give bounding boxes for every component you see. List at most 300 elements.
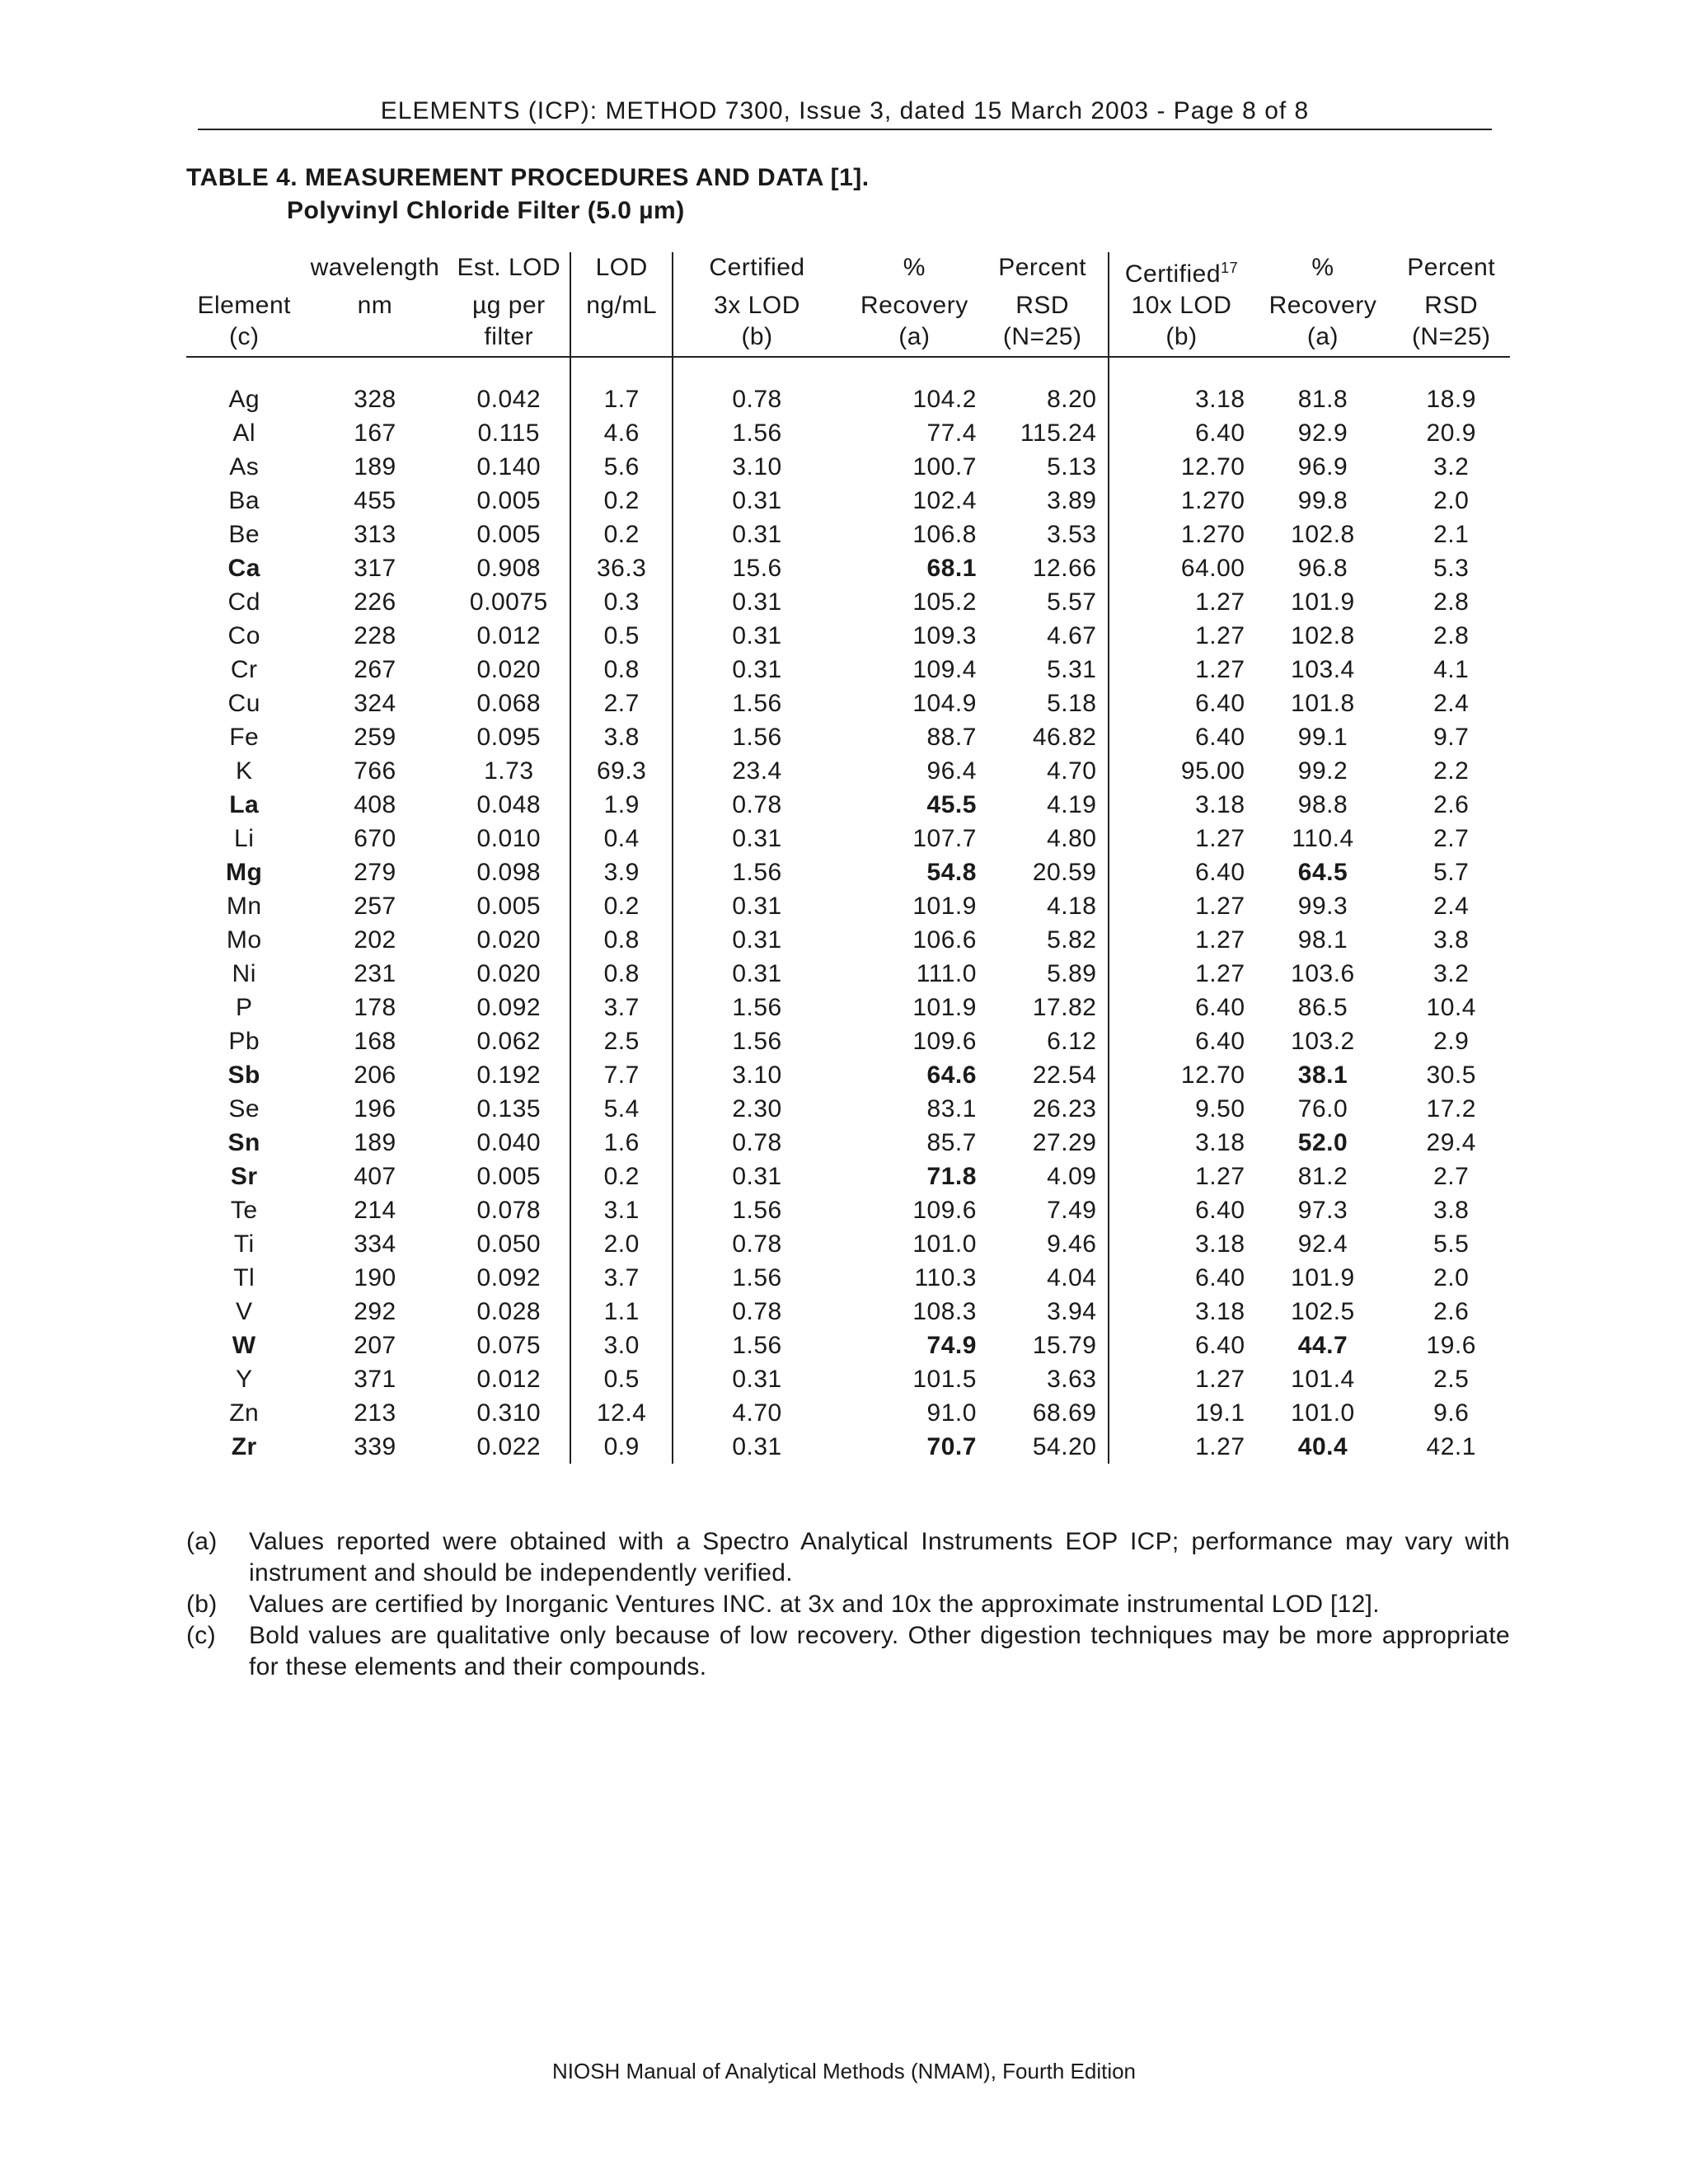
cell-est-lod: 0.115 xyxy=(477,419,540,447)
cell-certified-10x: 3.18 xyxy=(1109,1126,1253,1160)
cell-lod: 1.9 xyxy=(570,788,673,822)
cell-certified-10x: 1.27 xyxy=(1109,1362,1253,1396)
cell-lod: 4.6 xyxy=(570,416,673,450)
cell-element: Te xyxy=(230,1197,258,1224)
header-recovery-3x: Recovery xyxy=(860,292,968,319)
cell-recovery-3x: 101.9 xyxy=(912,893,977,920)
cell-rsd-3x: 20.59 xyxy=(1032,859,1097,886)
cell-rsd-3x: 12.66 xyxy=(1032,555,1097,582)
cell-element: Co xyxy=(227,622,260,649)
cell-recovery-3x: 101.0 xyxy=(912,1230,977,1258)
table-title: TABLE 4. MEASUREMENT PROCEDURES AND DATA [1]. xyxy=(186,164,870,191)
cell-recovery-10x: 101.0 xyxy=(1291,1399,1355,1427)
cell-recovery-10x: 97.3 xyxy=(1297,1197,1348,1224)
cell-lod: 3.0 xyxy=(570,1329,673,1362)
table-row xyxy=(186,991,1510,1024)
cell-wavelength: 228 xyxy=(354,622,396,649)
cell-certified-3x: 0.78 xyxy=(673,1227,841,1261)
footnote xyxy=(186,1620,1510,1683)
cell-certified-3x: 0.78 xyxy=(673,1295,841,1329)
cell-lod: 0.2 xyxy=(570,889,673,923)
header-rsd-3x: Percent xyxy=(998,254,1087,281)
footnote xyxy=(186,1589,1510,1620)
cell-wavelength: 202 xyxy=(354,926,396,954)
cell-certified-3x: 0.31 xyxy=(673,1430,841,1464)
table-row xyxy=(186,619,1510,653)
cell-recovery-10x: 92.4 xyxy=(1297,1230,1348,1258)
cell-wavelength: 178 xyxy=(354,994,396,1021)
cell-recovery-3x: 109.4 xyxy=(912,656,977,683)
cell-est-lod: 0.028 xyxy=(476,1298,542,1325)
cell-est-lod: 0.095 xyxy=(476,724,542,751)
cell-certified-3x: 1.56 xyxy=(673,1261,841,1295)
cell-element: Ni xyxy=(232,960,256,987)
cell-recovery-10x: 52.0 xyxy=(1297,1129,1348,1156)
cell-certified-3x: 0.78 xyxy=(673,382,841,416)
cell-lod: 0.5 xyxy=(570,619,673,653)
cell-est-lod: 0.050 xyxy=(476,1230,542,1258)
cell-recovery-10x: 101.4 xyxy=(1291,1366,1355,1393)
cell-element: La xyxy=(229,791,260,818)
cell-recovery-3x: 68.1 xyxy=(926,555,977,582)
cell-rsd-10x: 3.2 xyxy=(1433,453,1470,480)
cell-certified-3x: 0.31 xyxy=(673,1160,841,1193)
cell-element: Fe xyxy=(229,724,260,751)
cell-est-lod: 0.068 xyxy=(476,690,542,717)
cell-recovery-3x: 104.9 xyxy=(912,690,977,717)
cell-recovery-3x: 105.2 xyxy=(912,588,977,616)
cell-certified-10x: 1.270 xyxy=(1109,518,1253,551)
header-row xyxy=(186,290,1510,321)
header-row xyxy=(186,321,1510,357)
cell-certified-3x: 0.31 xyxy=(673,822,841,855)
cell-certified-10x: 6.40 xyxy=(1109,1024,1253,1058)
cell-recovery-10x: 96.9 xyxy=(1297,453,1348,480)
cell-certified-3x: 0.31 xyxy=(673,889,841,923)
cell-recovery-3x: 109.6 xyxy=(912,1197,977,1224)
cell-lod: 0.8 xyxy=(570,923,673,957)
cell-rsd-10x: 2.5 xyxy=(1433,1366,1470,1393)
header-est-lod: filter xyxy=(448,321,571,357)
cell-recovery-10x: 64.5 xyxy=(1297,859,1348,886)
cell-recovery-3x: 91.0 xyxy=(926,1399,977,1427)
cell-recovery-3x: 88.7 xyxy=(926,724,977,751)
cell-lod: 5.6 xyxy=(570,450,673,484)
cell-certified-10x: 1.27 xyxy=(1109,889,1253,923)
table-row xyxy=(186,1024,1510,1058)
cell-lod: 0.5 xyxy=(570,1362,673,1396)
cell-rsd-3x: 26.23 xyxy=(1032,1095,1097,1122)
cell-certified-3x: 1.56 xyxy=(673,687,841,720)
cell-certified-3x: 0.31 xyxy=(673,518,841,551)
cell-rsd-3x: 4.19 xyxy=(1047,791,1097,818)
cell-rsd-3x: 5.18 xyxy=(1047,690,1097,717)
cell-rsd-10x: 2.4 xyxy=(1433,893,1470,920)
page-header: ELEMENTS (ICP): METHOD 7300, Issue 3, dated 15 March 2003 - Page 8 of 8 xyxy=(198,97,1492,130)
cell-wavelength: 670 xyxy=(354,825,396,852)
cell-rsd-10x: 9.7 xyxy=(1433,724,1470,751)
table-row xyxy=(186,1227,1510,1261)
cell-rsd-3x: 5.31 xyxy=(1047,656,1097,683)
cell-recovery-3x: 100.7 xyxy=(912,453,977,480)
cell-certified-10x: 19.1 xyxy=(1109,1396,1253,1430)
cell-est-lod: 0.005 xyxy=(476,521,542,548)
cell-wavelength: 339 xyxy=(354,1433,396,1460)
cell-wavelength: 313 xyxy=(354,521,396,548)
cell-rsd-3x: 7.49 xyxy=(1047,1197,1097,1224)
header-wavelength xyxy=(302,321,448,357)
cell-recovery-10x: 40.4 xyxy=(1297,1433,1348,1460)
cell-element: Se xyxy=(228,1095,260,1122)
cell-certified-3x: 15.6 xyxy=(673,551,841,585)
cell-lod: 2.7 xyxy=(570,687,673,720)
cell-lod: 0.8 xyxy=(570,957,673,991)
cell-est-lod: 0.010 xyxy=(476,825,542,852)
cell-recovery-10x: 103.6 xyxy=(1291,960,1355,987)
cell-recovery-3x: 102.4 xyxy=(912,487,977,514)
footnotes xyxy=(186,1526,1510,1683)
cell-certified-10x: 6.40 xyxy=(1109,1329,1253,1362)
cell-lod: 0.4 xyxy=(570,822,673,855)
cell-rsd-10x: 2.4 xyxy=(1433,690,1470,717)
cell-recovery-3x: 74.9 xyxy=(926,1332,977,1359)
cell-recovery-3x: 70.7 xyxy=(926,1433,977,1460)
cell-element: Cr xyxy=(230,656,258,683)
header-certified-3x: 3x LOD xyxy=(673,290,841,321)
table-row xyxy=(186,822,1510,855)
cell-certified-3x: 4.70 xyxy=(673,1396,841,1430)
cell-certified-3x: 0.31 xyxy=(673,619,841,653)
footnote-text: Values reported were obtained with a Spectro Analytical Instruments EOP ICP; performance may vary with instrument and should be independently verified. xyxy=(249,1528,1510,1586)
cell-recovery-10x: 96.8 xyxy=(1297,555,1348,582)
cell-lod: 2.5 xyxy=(570,1024,673,1058)
cell-certified-10x: 6.40 xyxy=(1109,855,1253,889)
cell-rsd-10x: 5.5 xyxy=(1433,1230,1470,1258)
cell-lod: 36.3 xyxy=(570,551,673,585)
cell-recovery-10x: 110.4 xyxy=(1292,825,1354,852)
cell-est-lod: 0.310 xyxy=(476,1399,542,1427)
cell-certified-10x: 95.00 xyxy=(1109,754,1253,788)
cell-est-lod: 0.048 xyxy=(476,791,542,818)
cell-recovery-10x: 99.2 xyxy=(1297,757,1348,785)
cell-certified-10x: 12.70 xyxy=(1109,1058,1253,1092)
cell-est-lod: 0.0075 xyxy=(469,588,548,616)
cell-rsd-10x: 17.2 xyxy=(1426,1095,1476,1122)
table-row xyxy=(186,1362,1510,1396)
cell-lod: 3.9 xyxy=(570,855,673,889)
cell-recovery-3x: 77.4 xyxy=(926,419,977,447)
header-certified-3x: Certified xyxy=(673,252,841,290)
cell-recovery-3x: 83.1 xyxy=(926,1095,977,1122)
cell-recovery-3x: 110.3 xyxy=(914,1264,977,1291)
cell-rsd-10x: 20.9 xyxy=(1426,419,1476,447)
table-row xyxy=(186,585,1510,619)
footnote-key: (a) xyxy=(186,1528,218,1555)
cell-element: Be xyxy=(228,521,260,548)
cell-recovery-10x: 44.7 xyxy=(1297,1332,1348,1359)
cell-rsd-10x: 2.6 xyxy=(1433,1298,1470,1325)
cell-est-lod: 0.020 xyxy=(476,926,542,954)
cell-recovery-10x: 101.9 xyxy=(1291,1264,1355,1291)
cell-certified-3x: 0.78 xyxy=(673,1126,841,1160)
cell-element: Sr xyxy=(230,1163,258,1190)
cell-rsd-10x: 3.8 xyxy=(1433,1197,1470,1224)
cell-rsd-3x: 5.57 xyxy=(1047,588,1097,616)
cell-rsd-10x: 5.7 xyxy=(1433,859,1470,886)
header-recovery-10x: % xyxy=(1311,254,1334,281)
table-row xyxy=(186,687,1510,720)
cell-certified-10x: 1.27 xyxy=(1109,653,1253,687)
cell-rsd-3x: 4.04 xyxy=(1047,1264,1097,1291)
cell-element: Sb xyxy=(227,1062,260,1089)
cell-est-lod: 0.062 xyxy=(476,1028,542,1055)
cell-certified-3x: 1.56 xyxy=(673,720,841,754)
cell-element: V xyxy=(235,1298,253,1325)
cell-lod: 1.1 xyxy=(570,1295,673,1329)
cell-lod: 0.2 xyxy=(570,1160,673,1193)
cell-est-lod: 0.020 xyxy=(476,960,542,987)
cell-rsd-3x: 17.82 xyxy=(1032,994,1097,1021)
cell-rsd-3x: 4.09 xyxy=(1047,1163,1097,1190)
cell-certified-10x: 1.27 xyxy=(1109,1160,1253,1193)
page-footer: NIOSH Manual of Analytical Methods (NMAM), Fourth Edition xyxy=(551,2059,1137,2083)
cell-wavelength: 167 xyxy=(354,419,396,447)
cell-wavelength: 214 xyxy=(354,1197,396,1224)
cell-certified-10x: 64.00 xyxy=(1109,551,1253,585)
cell-est-lod: 0.012 xyxy=(476,622,542,649)
cell-rsd-10x: 42.1 xyxy=(1426,1433,1476,1460)
cell-element: W xyxy=(232,1332,256,1359)
cell-recovery-10x: 99.3 xyxy=(1297,893,1348,920)
cell-rsd-3x: 5.13 xyxy=(1047,453,1097,480)
table-row xyxy=(186,551,1510,585)
cell-certified-3x: 1.56 xyxy=(673,991,841,1024)
cell-lod: 12.4 xyxy=(570,1396,673,1430)
cell-element: Ag xyxy=(228,386,260,413)
cell-recovery-10x: 99.8 xyxy=(1297,487,1348,514)
cell-certified-3x: 1.56 xyxy=(673,855,841,889)
cell-certified-10x: 6.40 xyxy=(1109,1193,1253,1227)
table-row xyxy=(186,889,1510,923)
cell-lod: 0.3 xyxy=(570,585,673,619)
cell-recovery-3x: 107.7 xyxy=(912,825,977,852)
cell-element: Sn xyxy=(227,1129,260,1156)
cell-lod: 0.8 xyxy=(570,653,673,687)
cell-rsd-3x: 46.82 xyxy=(1032,724,1097,751)
table-row xyxy=(186,720,1510,754)
cell-rsd-10x: 3.8 xyxy=(1433,926,1470,954)
header-lod xyxy=(570,321,673,357)
cell-element: Mn xyxy=(226,893,262,920)
cell-rsd-10x: 2.9 xyxy=(1433,1028,1470,1055)
cell-certified-3x: 2.30 xyxy=(673,1092,841,1126)
cell-rsd-3x: 22.54 xyxy=(1032,1062,1097,1089)
cell-rsd-10x: 2.7 xyxy=(1433,825,1470,852)
cell-rsd-10x: 5.3 xyxy=(1433,555,1470,582)
cell-certified-10x: 1.27 xyxy=(1109,957,1253,991)
cell-wavelength: 766 xyxy=(354,757,396,785)
header-recovery-3x: % xyxy=(903,254,926,281)
cell-element: Zn xyxy=(229,1399,260,1427)
cell-recovery-10x: 102.8 xyxy=(1291,521,1355,548)
cell-certified-10x: 1.27 xyxy=(1109,923,1253,957)
cell-recovery-10x: 98.1 xyxy=(1297,926,1348,954)
cell-rsd-10x: 30.5 xyxy=(1426,1062,1476,1089)
cell-wavelength: 189 xyxy=(354,453,396,480)
cell-certified-3x: 3.10 xyxy=(673,450,841,484)
table-title-block xyxy=(186,162,870,227)
table-row xyxy=(186,1160,1510,1193)
cell-lod: 3.7 xyxy=(570,991,673,1024)
cell-rsd-3x: 4.70 xyxy=(1047,757,1097,785)
header-rsd-10x: Percent xyxy=(1407,254,1496,281)
cell-element: As xyxy=(229,453,260,480)
cell-rsd-3x: 115.24 xyxy=(1020,419,1097,447)
cell-certified-10x: 6.40 xyxy=(1109,1261,1253,1295)
header-wavelength: wavelength xyxy=(310,254,440,281)
header-certified-10x: (b) xyxy=(1109,321,1253,357)
cell-recovery-3x: 111.0 xyxy=(916,960,977,987)
cell-rsd-3x: 5.82 xyxy=(1047,926,1097,954)
cell-recovery-3x: 109.3 xyxy=(912,622,977,649)
cell-lod: 3.1 xyxy=(570,1193,673,1227)
header-element: Element xyxy=(197,292,291,319)
cell-certified-3x: 0.31 xyxy=(673,653,841,687)
cell-element: Zr xyxy=(231,1433,257,1460)
cell-certified-3x: 0.31 xyxy=(673,1362,841,1396)
table-row xyxy=(186,1058,1510,1092)
header-rsd-3x: (N=25) xyxy=(988,321,1109,357)
table-row xyxy=(186,653,1510,687)
cell-certified-10x: 3.18 xyxy=(1109,1295,1253,1329)
table-row xyxy=(186,754,1510,788)
cell-est-lod: 0.042 xyxy=(476,386,542,413)
cell-certified-3x: 0.78 xyxy=(673,788,841,822)
table-spacer-row xyxy=(186,357,1510,382)
cell-certified-10x: 1.27 xyxy=(1109,585,1253,619)
cell-rsd-10x: 2.2 xyxy=(1433,757,1470,785)
cell-element: Cd xyxy=(227,588,260,616)
cell-est-lod: 0.098 xyxy=(476,859,542,886)
table-header xyxy=(186,252,1510,357)
cell-recovery-3x: 64.6 xyxy=(926,1062,977,1089)
header-est-lod: µg per xyxy=(471,292,546,319)
header-rsd-10x: (N=25) xyxy=(1392,321,1510,357)
cell-wavelength: 226 xyxy=(354,588,396,616)
cell-wavelength: 317 xyxy=(354,555,396,582)
cell-recovery-10x: 103.2 xyxy=(1291,1028,1355,1055)
table-row xyxy=(186,450,1510,484)
cell-recovery-3x: 106.8 xyxy=(912,521,977,548)
cell-rsd-10x: 2.1 xyxy=(1433,521,1470,548)
cell-recovery-3x: 101.5 xyxy=(912,1366,977,1393)
header-row xyxy=(186,252,1510,290)
cell-rsd-3x: 4.80 xyxy=(1047,825,1097,852)
cell-certified-3x: 23.4 xyxy=(673,754,841,788)
header-recovery-3x: (a) xyxy=(841,321,988,357)
cell-rsd-10x: 2.8 xyxy=(1433,588,1470,616)
cell-recovery-10x: 101.9 xyxy=(1291,588,1355,616)
cell-wavelength: 279 xyxy=(354,859,396,886)
cell-wavelength: 196 xyxy=(354,1095,396,1122)
cell-rsd-3x: 8.20 xyxy=(1047,386,1097,413)
table-row xyxy=(186,855,1510,889)
header-rsd-3x: RSD xyxy=(1015,292,1070,319)
cell-wavelength: 371 xyxy=(354,1366,396,1393)
cell-recovery-3x: 85.7 xyxy=(926,1129,977,1156)
table-subtitle: Polyvinyl Chloride Filter (5.0 µm) xyxy=(287,197,685,224)
cell-recovery-3x: 108.3 xyxy=(912,1298,977,1325)
cell-lod: 7.7 xyxy=(570,1058,673,1092)
cell-wavelength: 259 xyxy=(354,724,396,751)
cell-element: Tl xyxy=(233,1264,256,1291)
table-row xyxy=(186,484,1510,518)
cell-element: Li xyxy=(234,825,255,852)
cell-est-lod: 0.192 xyxy=(476,1062,542,1089)
table-row xyxy=(186,1092,1510,1126)
cell-wavelength: 455 xyxy=(354,487,396,514)
footnote-key: (b) xyxy=(186,1591,218,1618)
cell-rsd-3x: 9.46 xyxy=(1047,1230,1097,1258)
cell-certified-10x: 1.27 xyxy=(1109,1430,1253,1464)
cell-rsd-10x: 19.6 xyxy=(1426,1332,1476,1359)
table-row xyxy=(186,1396,1510,1430)
cell-certified-10x: 3.18 xyxy=(1109,1227,1253,1261)
cell-rsd-3x: 27.29 xyxy=(1032,1129,1097,1156)
table-row xyxy=(186,1126,1510,1160)
cell-recovery-10x: 81.8 xyxy=(1297,386,1348,413)
cell-lod: 0.9 xyxy=(570,1430,673,1464)
cell-wavelength: 168 xyxy=(354,1028,396,1055)
header-certified-10x: 10x LOD xyxy=(1109,290,1253,321)
cell-certified-10x: 3.18 xyxy=(1109,382,1253,416)
cell-est-lod: 0.135 xyxy=(476,1095,542,1122)
table-row xyxy=(186,1295,1510,1329)
header-lod: ng/mL xyxy=(570,290,673,321)
cell-est-lod: 0.908 xyxy=(476,555,542,582)
cell-certified-10x: 1.270 xyxy=(1109,484,1253,518)
table-row xyxy=(186,1261,1510,1295)
cell-est-lod: 0.005 xyxy=(476,487,542,514)
cell-lod: 1.7 xyxy=(570,382,673,416)
cell-certified-10x: 1.27 xyxy=(1109,619,1253,653)
cell-lod: 1.6 xyxy=(570,1126,673,1160)
cell-element: Mg xyxy=(226,859,263,886)
cell-est-lod: 0.020 xyxy=(476,656,542,683)
header-element xyxy=(186,252,302,290)
cell-rsd-10x: 2.0 xyxy=(1433,487,1470,514)
cell-rsd-3x: 3.94 xyxy=(1047,1298,1097,1325)
table-row xyxy=(186,1193,1510,1227)
cell-certified-10x: 12.70 xyxy=(1109,450,1253,484)
cell-recovery-10x: 102.8 xyxy=(1291,622,1355,649)
cell-certified-3x: 1.56 xyxy=(673,1024,841,1058)
cell-rsd-10x: 9.6 xyxy=(1433,1399,1470,1427)
cell-est-lod: 1.73 xyxy=(484,757,534,785)
cell-element: Mo xyxy=(226,926,262,954)
header-est-lod: Est. LOD xyxy=(457,254,561,281)
header-element: (c) xyxy=(186,321,302,357)
cell-recovery-10x: 92.9 xyxy=(1297,419,1348,447)
measurement-data-table xyxy=(186,252,1510,1464)
header-lod: LOD xyxy=(570,252,673,290)
cell-recovery-10x: 103.4 xyxy=(1291,656,1355,683)
cell-est-lod: 0.075 xyxy=(476,1332,542,1359)
cell-recovery-10x: 81.2 xyxy=(1297,1163,1348,1190)
cell-element: Al xyxy=(232,419,256,447)
cell-wavelength: 334 xyxy=(354,1230,396,1258)
cell-lod: 69.3 xyxy=(570,754,673,788)
